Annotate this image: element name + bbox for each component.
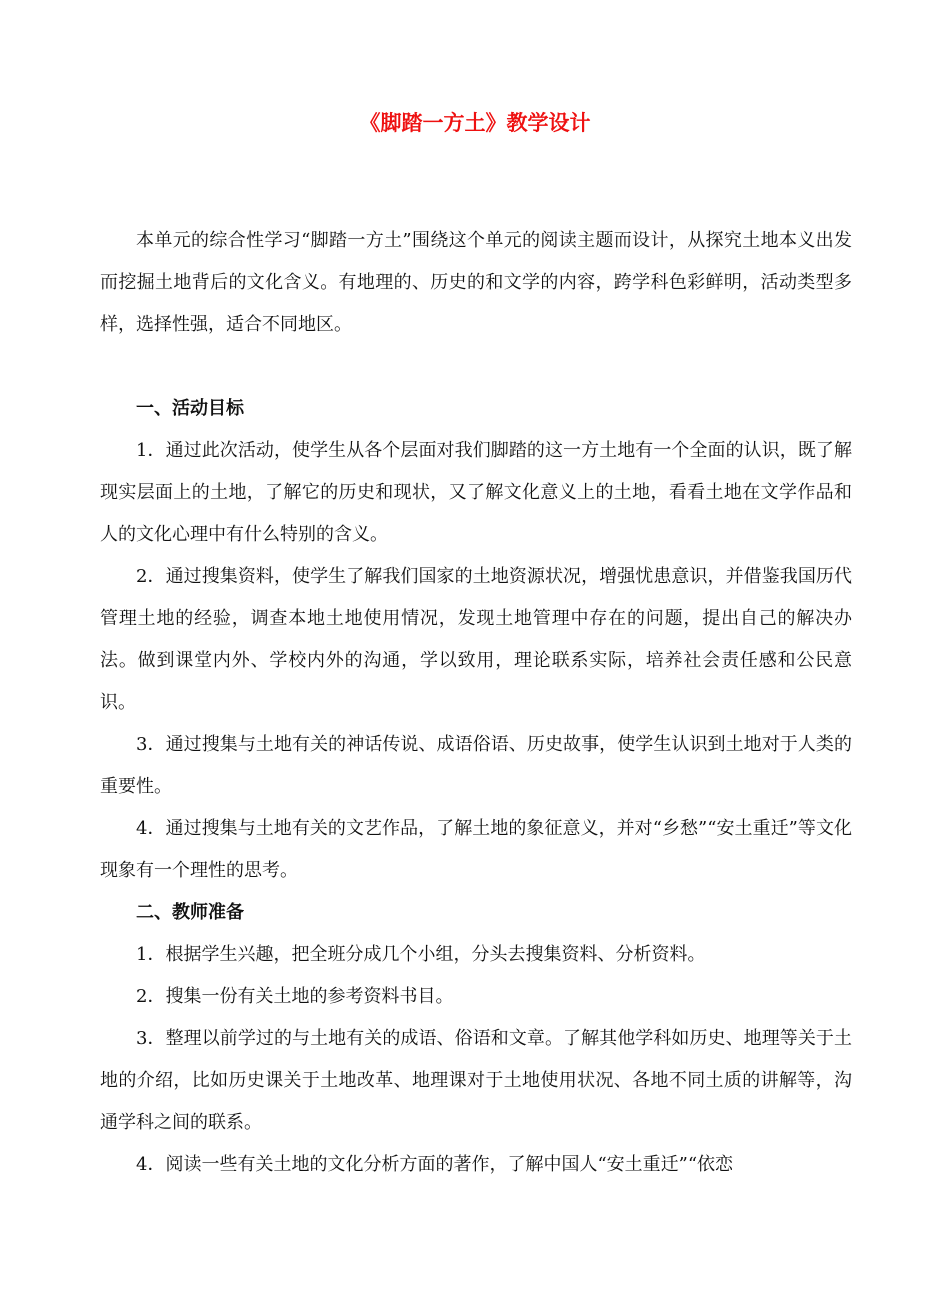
goal-item-3: 3．通过搜集与土地有关的神话传说、成语俗语、历史故事，使学生认识到土地对于人类的重要性。 <box>100 734 852 797</box>
intro-paragraph: 本单元的综合性学习“脚踏一方土”围绕这个单元的阅读主题而设计，从探究土地本义出发而挖掘土地背后的文化含义。有地理的、历史的和文学的内容，跨学科色彩鲜明，活动类型多样，选择性强，适合不同地区。 <box>100 230 852 335</box>
document-body <box>100 388 852 1186</box>
prep-item-4: 4．阅读一些有关土地的文化分析方面的著作，了解中国人“安土重迁”“依恋 <box>136 1154 734 1175</box>
intro-block <box>100 220 852 346</box>
section-heading-goals: 一、活动目标 <box>136 398 244 419</box>
prep-item-2: 2．搜集一份有关土地的参考资料书目。 <box>136 986 454 1007</box>
document-title: 《脚踏一方土》教学设计 <box>359 111 591 135</box>
prep-item-3: 3．整理以前学过的与土地有关的成语、俗语和文章。了解其他学科如历史、地理等关于土地的介绍，比如历史课关于土地改革、地理课对于土地使用状况、各地不同土质的讲解等，沟通学科之间的联系。 <box>100 1028 852 1133</box>
prep-item-1: 1．根据学生兴趣，把全班分成几个小组，分头去搜集资料、分析资料。 <box>136 944 706 965</box>
goal-item-1: 1．通过此次活动，使学生从各个层面对我们脚踏的这一方土地有一个全面的认识，既了解现实层面上的土地，了解它的历史和现状，又了解文化意义上的土地，看看土地在文学作品和人的文化心理中有什么特别的含义。 <box>100 440 852 545</box>
goal-item-2: 2．通过搜集资料，使学生了解我们国家的土地资源状况，增强忧患意识，并借鉴我国历代管理土地的经验，调查本地土地使用情况，发现土地管理中存在的问题，提出自己的解决办法。做到课堂内外、学校内外的沟通，学以致用，理论联系实际，培养社会责任感和公民意识。 <box>100 566 852 713</box>
goal-item-4: 4．通过搜集与土地有关的文艺作品，了解土地的象征意义，并对“乡愁”“安土重迁”等文化现象有一个理性的思考。 <box>100 818 852 881</box>
section-heading-teacher-prep: 二、教师准备 <box>136 902 244 923</box>
